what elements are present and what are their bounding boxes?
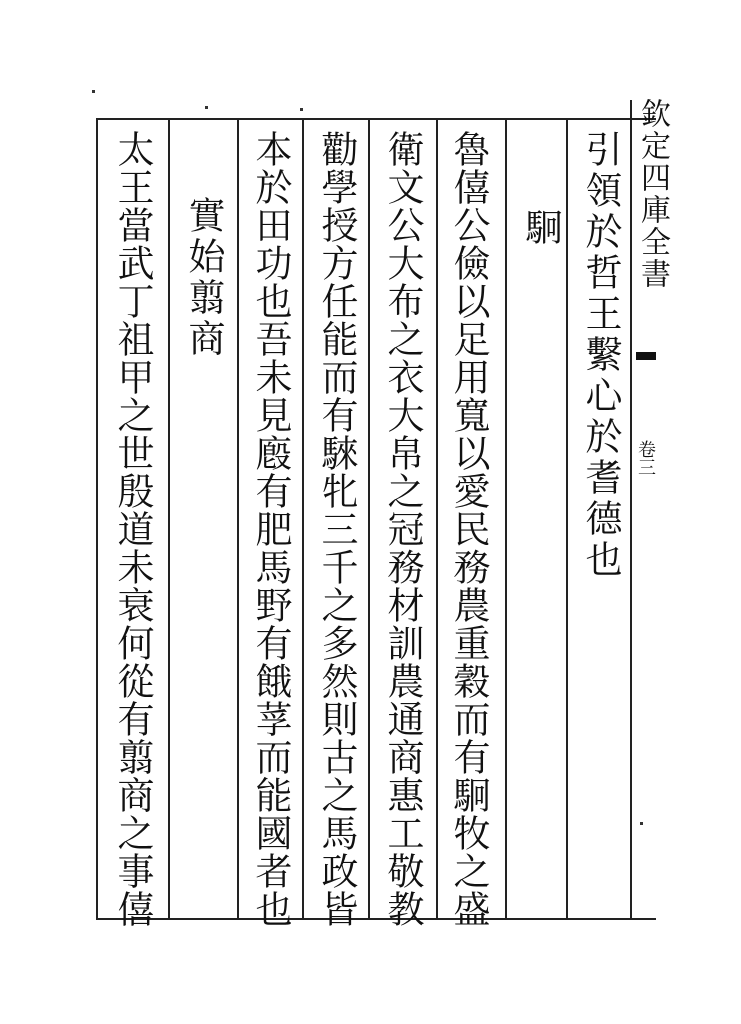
text-column-4: 衛文公大布之衣大帛之冠務材訓農通商惠工敬教 (381, 130, 424, 928)
column-divider (368, 118, 370, 918)
column-divider (505, 118, 507, 918)
text-column-1: 引領於哲王繫心於耆德也 (579, 130, 622, 581)
book-title: 欽定四庫全書 (635, 98, 670, 290)
frame-top-rule (96, 118, 656, 120)
text-column-6: 本於田功也吾未見廏有肥馬野有餓莩而能國者也 (249, 130, 292, 928)
scan-speck (300, 108, 303, 111)
scan-speck (92, 90, 95, 93)
column-divider (302, 118, 304, 918)
text-column-2-heading: 駉 (519, 208, 562, 249)
juan-number: 卷三 (635, 440, 656, 476)
column-divider (566, 118, 568, 918)
text-column-7-heading: 實始翦商 (182, 196, 225, 360)
text-column-3: 魯僖公儉以足用寬以愛民務農重穀而有駉牧之盛 (447, 130, 490, 928)
text-column-5: 勸學授方任能而有騋牝三千之多然則古之馬政皆 (315, 130, 358, 928)
scan-speck (640, 822, 643, 825)
column-divider (168, 118, 170, 918)
scan-speck (205, 106, 208, 109)
fish-tail-mark (636, 352, 656, 360)
text-column-8: 太王當武丁祖甲之世殷道未衰何從有翦商之事僖 (111, 130, 154, 928)
column-divider (237, 118, 239, 918)
frame-bottom-rule (96, 918, 656, 920)
column-divider (436, 118, 438, 918)
frame-left-rule (96, 118, 98, 918)
